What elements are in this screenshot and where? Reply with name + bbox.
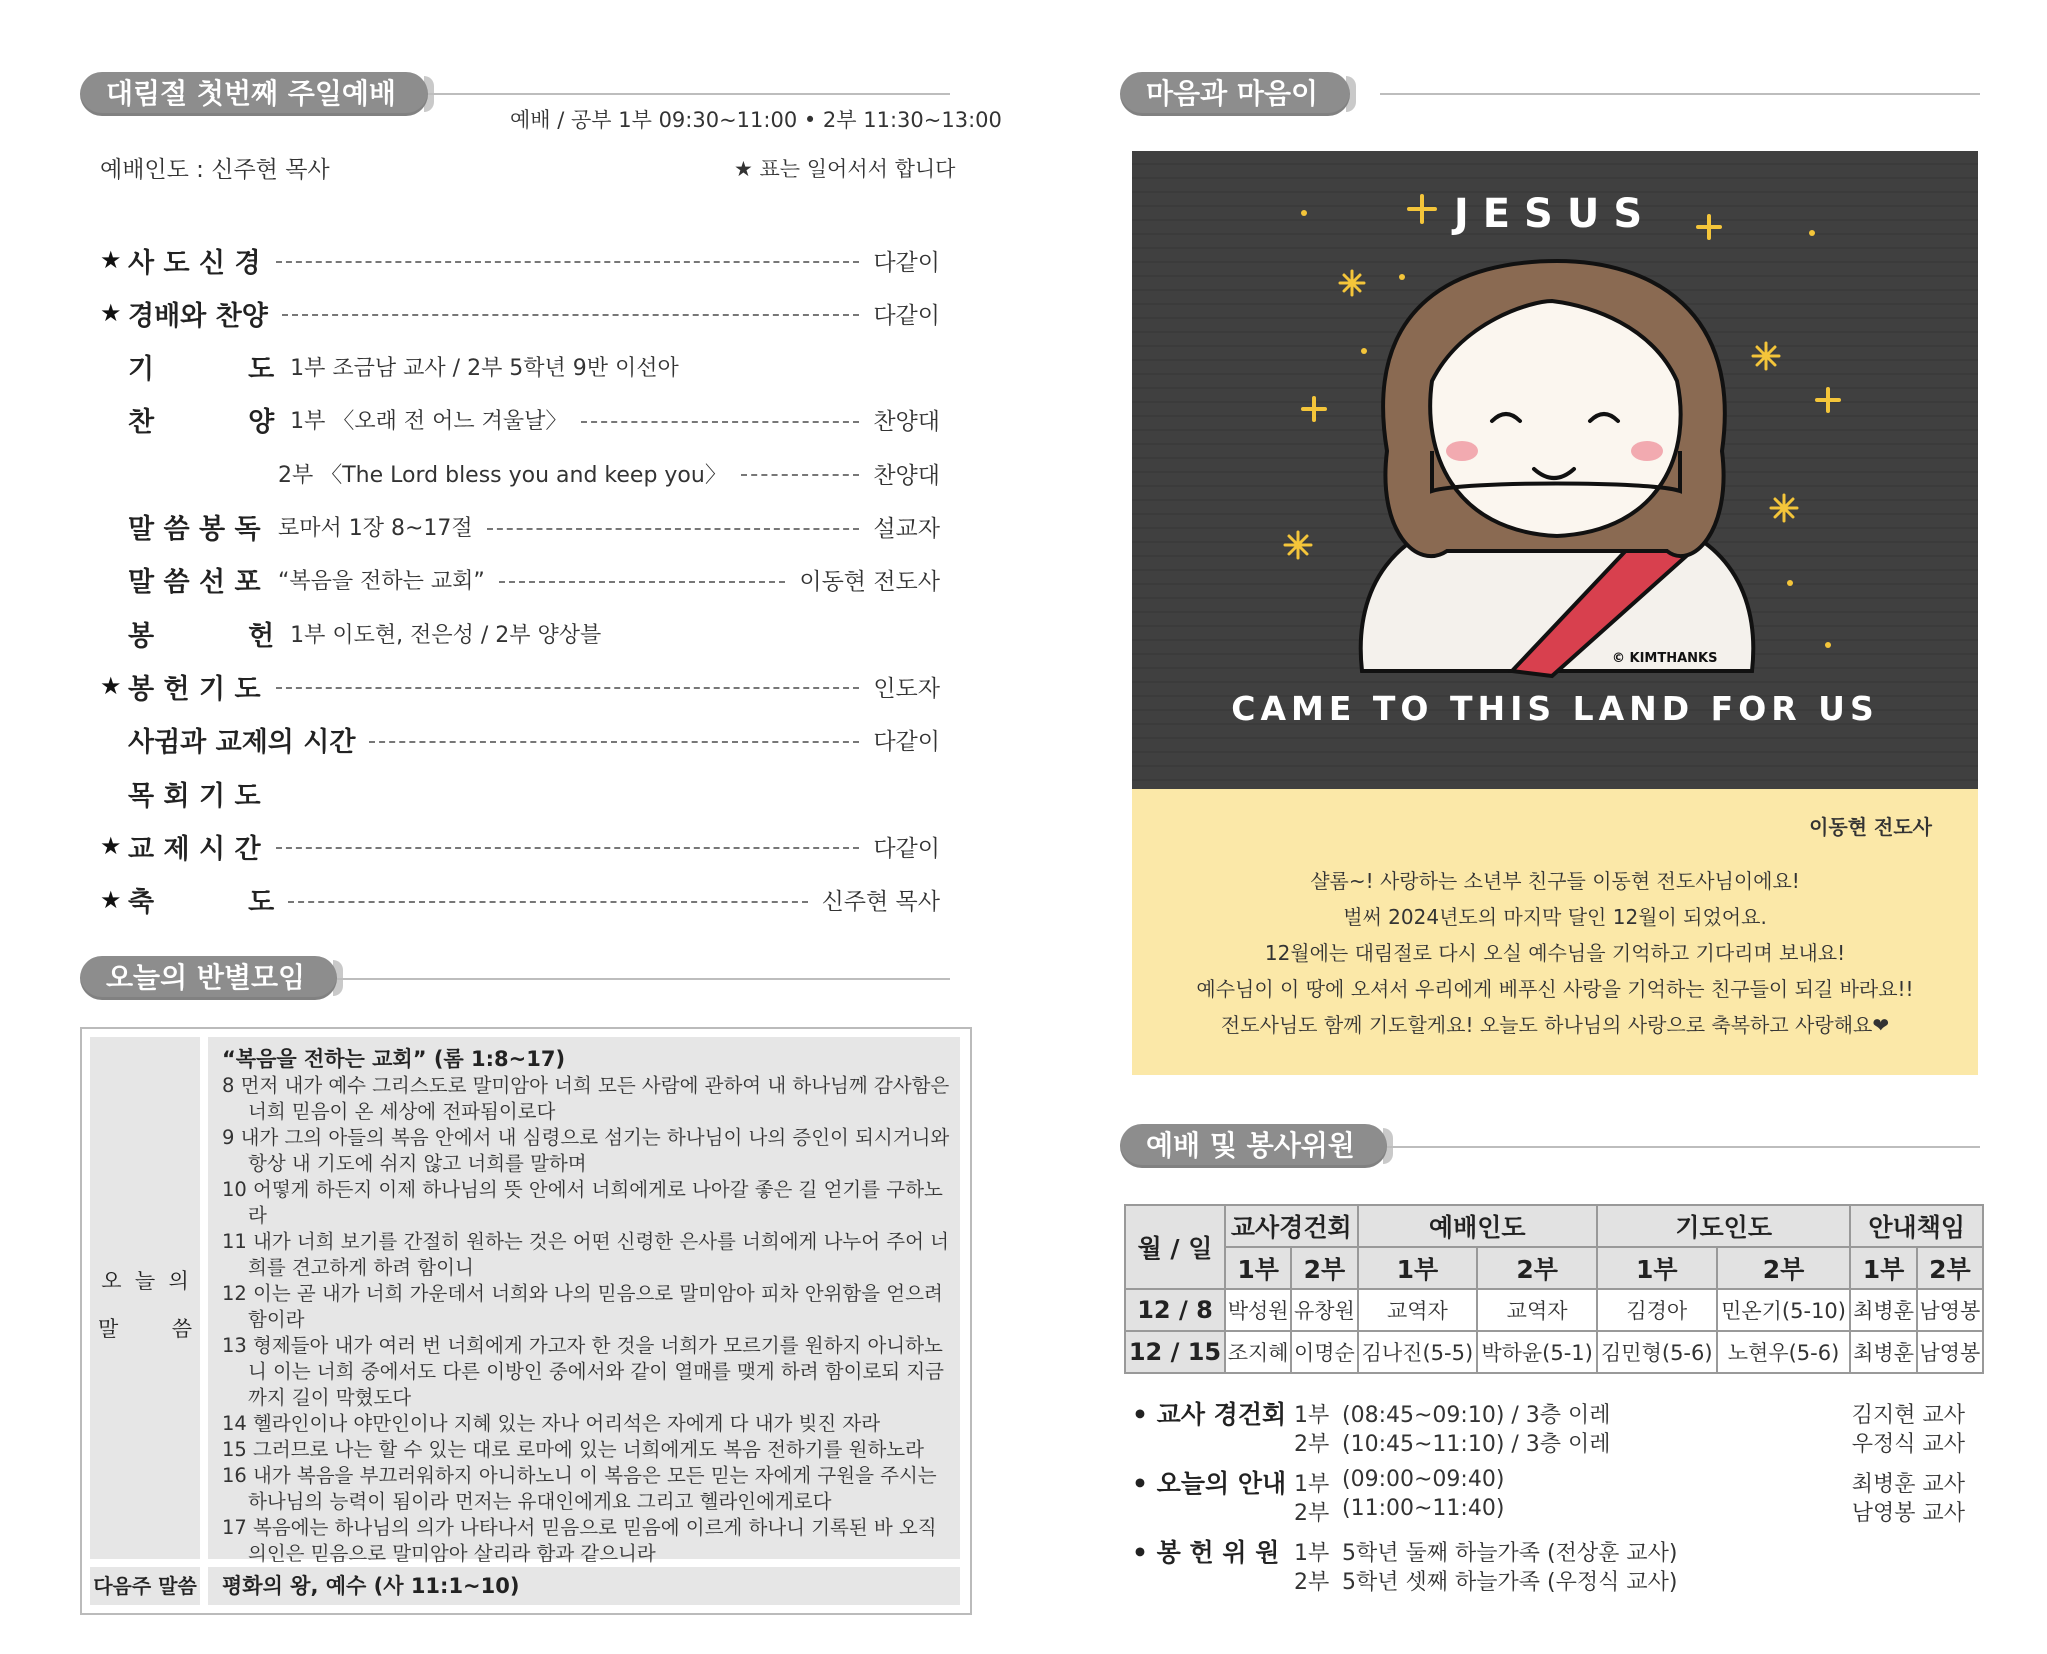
info-person: 김지현 교사: [1851, 1403, 1965, 1428]
worship-item-label: 봉 헌 기 도: [128, 673, 261, 705]
next-value: 평화의 왕, 예수 (사 11:1~10): [222, 1574, 520, 1598]
worship-item: [100, 771, 940, 815]
duty-cell: 교역자: [1358, 1289, 1478, 1331]
duty-cell: 조지혜: [1225, 1331, 1291, 1373]
worship-item: [100, 345, 940, 389]
bible-label-cell: [90, 1037, 200, 1559]
art-bottom-text: CAME TO THIS LAND FOR US: [1231, 689, 1879, 728]
info-label: • 오늘의 안내: [1132, 1469, 1287, 1498]
worship-item-leader: 찬양대: [873, 462, 940, 489]
info-part: 2부: [1294, 1570, 1330, 1595]
bible-verse: 14 헬라인이나 야만인이나 지혜 있는 자나 어리석은 자에게 다 내가 빚진 자라: [222, 1412, 881, 1435]
group-header: 기도인도: [1597, 1205, 1850, 1247]
worship-item-detail: 로마서 1장 8~17절: [278, 516, 473, 541]
part-header: 1부: [1597, 1247, 1717, 1289]
stand-star-icon: ★: [100, 672, 122, 701]
info-text: (08:45~09:10) / 3층 이레: [1342, 1403, 1611, 1428]
stand-star-icon: ★: [100, 832, 122, 861]
art-credit: © KIMTHANKS: [1612, 651, 1718, 666]
info-part: 1부: [1294, 1541, 1330, 1566]
info-part: 1부: [1294, 1472, 1330, 1497]
stand-star-icon: ★: [100, 246, 122, 274]
duty-cell: 교역자: [1477, 1289, 1597, 1331]
date-header: 월 / 일: [1125, 1205, 1225, 1289]
section-title-duty: 예배 및 봉사위원: [1120, 1124, 1387, 1168]
bible-verse: 17 복음에는 하나님의 의가 나타나서 믿음으로 믿음에 이르게 하나니 기록된 바 오직 의인은 믿음으로 말미암아 살리라 함과 같으니라: [222, 1516, 937, 1565]
worship-item-label: 봉 헌: [128, 620, 275, 652]
info-text: 5학년 셋째 하늘가족 (우정식 교사): [1342, 1570, 1678, 1595]
section-rule: [1380, 1146, 1980, 1148]
duty-cell: 남영봉: [1917, 1331, 1983, 1373]
info-part: 2부: [1294, 1501, 1330, 1526]
art-top-text: JESUS: [1453, 191, 1657, 237]
info-label: • 봉 헌 위 원: [1132, 1538, 1280, 1567]
worship-item-leader: 설교자: [873, 516, 940, 542]
worship-item: [100, 505, 940, 549]
duty-table: [1124, 1204, 1984, 1374]
worship-item-detail: 1부 조금남 교사 / 2부 5학년 9반 이선아: [290, 356, 679, 382]
leader-dots: [276, 261, 859, 263]
worship-item-label: 사귐과 교제의 시간: [128, 727, 356, 759]
worship-item-label: 교 제 시 간: [128, 833, 261, 865]
bible-verse: 9 내가 그의 아들의 복음 안에서 내 심령으로 섬기는 하나님이 나의 증인이 되시거니와 항상 내 기도에 쉬지 않고 너희를 말하며: [222, 1126, 950, 1175]
part-header: 1부: [1358, 1247, 1478, 1289]
next-label-cell: [90, 1567, 200, 1605]
stand-star-icon: ★: [100, 299, 122, 328]
worship-item-leader: 찬양대: [873, 409, 940, 436]
leader-dots: [581, 421, 859, 423]
worship-item-leader: 다같이: [873, 835, 940, 862]
worship-item: [100, 878, 940, 922]
message-lines: [1132, 863, 1978, 1043]
section-rule: [1380, 93, 1980, 95]
group-header: 교사경건회: [1225, 1205, 1358, 1247]
worship-item-label: 찬 양: [128, 407, 275, 439]
leader-dots: [288, 901, 807, 903]
worship-item-leader: 다같이: [873, 729, 940, 756]
worship-leader: 예배인도 : 신주현 목사: [100, 157, 330, 183]
leader-dots: [487, 528, 860, 530]
worship-item-label: 축 도: [128, 887, 275, 919]
info-part: 1부: [1294, 1403, 1330, 1428]
bible-verse: 11 내가 너희 보기를 간절히 원하는 것은 어떤 신령한 은사를 너희에게 나누어 주어 너희를 견고하게 하려 함이니: [222, 1230, 950, 1279]
info-text: 5학년 둘째 하늘가족 (전상훈 교사): [1342, 1541, 1678, 1566]
worship-item: [100, 291, 940, 335]
part-header: 2부: [1477, 1247, 1597, 1289]
duty-cell: 박성원: [1225, 1289, 1291, 1331]
group-header: 예배인도: [1358, 1205, 1597, 1247]
star-note: ★ 표는 일어서서 합니다: [734, 157, 956, 181]
message-line: 샬롬~! 사랑하는 소년부 친구들 이동현 전도사님이에요!: [1310, 869, 1800, 893]
worship-item-label: 기 도: [128, 354, 275, 386]
info-label: • 교사 경건회: [1132, 1400, 1287, 1429]
date-cell: 12 / 8: [1125, 1289, 1225, 1331]
part-header: 2부: [1291, 1247, 1357, 1289]
duty-cell: 김민형(5-6): [1597, 1331, 1717, 1373]
bible-text-cell: [208, 1037, 960, 1565]
bible-verse: 12 이는 곧 내가 너희 가운데서 너희와 나의 믿음으로 말미암아 피차 안위함을 얻으려 함이라: [222, 1282, 943, 1331]
part-header: 2부: [1917, 1247, 1983, 1289]
worship-item: [100, 718, 940, 762]
duty-cell: 이명순: [1291, 1331, 1357, 1373]
worship-item-detail: 2부 〈The Lord bless you and keep you〉: [278, 462, 727, 488]
leader-dots: [282, 314, 860, 316]
info-person: 최병훈 교사: [1851, 1472, 1965, 1497]
info-text: (10:45~11:10) / 3층 이레: [1342, 1432, 1611, 1457]
worship-item-detail: 1부 이도현, 전은성 / 2부 양상블: [290, 622, 602, 648]
worship-item-leader: 신주현 목사: [821, 889, 940, 916]
bible-verse: 13 형제들아 내가 여러 번 너희에게 가고자 한 것을 너희가 모르기를 원하지 아니하노니 이는 너희 중에서도 다른 이방인 중에서와 같이 열매를 맺게 하려 함이로되 지금까지 길이 막혔도다: [222, 1334, 945, 1409]
next-label: 다음주 말씀: [93, 1574, 197, 1598]
worship-item-leader: 이동현 전도사: [799, 569, 940, 596]
worship-item-label: 목 회 기 도: [128, 780, 261, 812]
worship-item-label: 경배와 찬양: [128, 300, 268, 332]
duty-cell: 남영봉: [1917, 1289, 1983, 1331]
message-line: 12월에는 대림절로 다시 오실 예수님을 기억하고 기다리며 보내요!: [1264, 941, 1846, 965]
worship-item: [100, 824, 940, 868]
duty-cell: 유창원: [1291, 1289, 1357, 1331]
date-cell: 12 / 15: [1125, 1331, 1225, 1373]
worship-item: [100, 451, 940, 495]
info-person: 우정식 교사: [1851, 1432, 1965, 1457]
duty-cell: 민온기(5-10): [1717, 1289, 1851, 1331]
bible-box: [80, 1027, 972, 1615]
worship-item: [100, 558, 940, 602]
section-title-bible: 오늘의 반별모임: [80, 956, 337, 1000]
duty-cell: 최병훈: [1850, 1331, 1916, 1373]
worship-item: [100, 664, 940, 708]
bible-verse: 8 먼저 내가 예수 그리스도로 말미암아 너희 모든 사람에 관하여 내 하나님께 감사함은 너희 믿음이 온 세상에 전파됨이로다: [222, 1074, 950, 1123]
part-header: 1부: [1225, 1247, 1291, 1289]
worship-item-detail: 1부 〈오래 전 어느 겨울날〉: [290, 409, 568, 435]
duty-cell: 박하윤(5-1): [1477, 1331, 1597, 1373]
bible-label-2: 말 씀: [98, 1317, 192, 1341]
worship-item: [100, 398, 940, 442]
duty-cell: 최병훈: [1850, 1289, 1916, 1331]
leader-dots: [369, 741, 859, 743]
bible-verse: 15 그러므로 나는 할 수 있는 대로 로마에 있는 너희에게도 복음 전하기를 원하노라: [222, 1438, 924, 1461]
worship-item-leader: 다같이: [873, 302, 940, 329]
duty-cell: 노현우(5-6): [1717, 1331, 1851, 1373]
info-person: 남영봉 교사: [1851, 1501, 1965, 1526]
leader-dots: [276, 687, 859, 689]
info-text: (09:00~09:40): [1342, 1467, 1505, 1492]
bible-label-1: 오 늘 의: [101, 1269, 189, 1293]
bible-heading: “복음을 전하는 교회” (롬 1:8~17): [222, 1047, 566, 1071]
jesus-illustration: [1132, 151, 1978, 789]
leader-dots: [276, 847, 859, 849]
message-author: 이동현 전도사: [1809, 815, 1932, 839]
section-rule: [300, 978, 950, 980]
worship-schedule: 예배 / 공부 1부 09:30~11:00 • 2부 11:30~13:00: [510, 108, 1002, 132]
section-title-worship: 대림절 첫번째 주일예배: [80, 72, 428, 116]
part-header: 2부: [1717, 1247, 1851, 1289]
message-line: 전도사님도 함께 기도할게요! 오늘도 하나님의 사랑으로 축복하고 사랑해요❤: [1220, 1013, 1890, 1037]
section-title-heart: 마음과 마음이: [1120, 72, 1350, 116]
message-line: 예수님이 이 땅에 오셔서 우리에게 베푸신 사랑을 기억하는 친구들이 되길 바라요!!: [1196, 977, 1914, 1001]
worship-item: [100, 238, 940, 282]
message-box: [1132, 789, 1978, 1075]
leader-dots: [499, 581, 786, 583]
worship-item-leader: 인도자: [873, 675, 940, 702]
info-part: 2부: [1294, 1432, 1330, 1457]
worship-item-label: 말 씀 봉 독: [128, 514, 261, 545]
worship-item-detail: “복음을 전하는 교회”: [278, 569, 485, 595]
leader-dots: [741, 474, 860, 476]
worship-item-leader: 다같이: [873, 249, 940, 276]
bible-verses: [222, 1073, 950, 1567]
bible-verse: 10 어떻게 하든지 이제 하나님의 뜻 안에서 너희에게로 나아갈 좋은 길 얻기를 구하노라: [222, 1178, 943, 1227]
duty-cell: 김경아: [1597, 1289, 1717, 1331]
worship-item-label: 사 도 신 경: [128, 247, 261, 279]
worship-item-label: 말 씀 선 포: [128, 567, 261, 599]
info-text: (11:00~11:40): [1342, 1496, 1505, 1521]
group-header: 안내책임: [1850, 1205, 1983, 1247]
duty-cell: 김나진(5-5): [1358, 1331, 1478, 1373]
message-line: 벌써 2024년도의 마지막 달인 12월이 되었어요.: [1343, 905, 1767, 929]
bible-verse: 16 내가 복음을 부끄러워하지 아니하노니 이 복음은 모든 믿는 자에게 구원을 주시는 하나님의 능력이 됨이라 먼저는 유대인에게요 그리고 헬라인에게로다: [222, 1464, 937, 1513]
next-value-cell: [208, 1567, 960, 1605]
part-header: 1부: [1850, 1247, 1916, 1289]
worship-item: [100, 611, 940, 655]
stand-star-icon: ★: [100, 885, 122, 914]
